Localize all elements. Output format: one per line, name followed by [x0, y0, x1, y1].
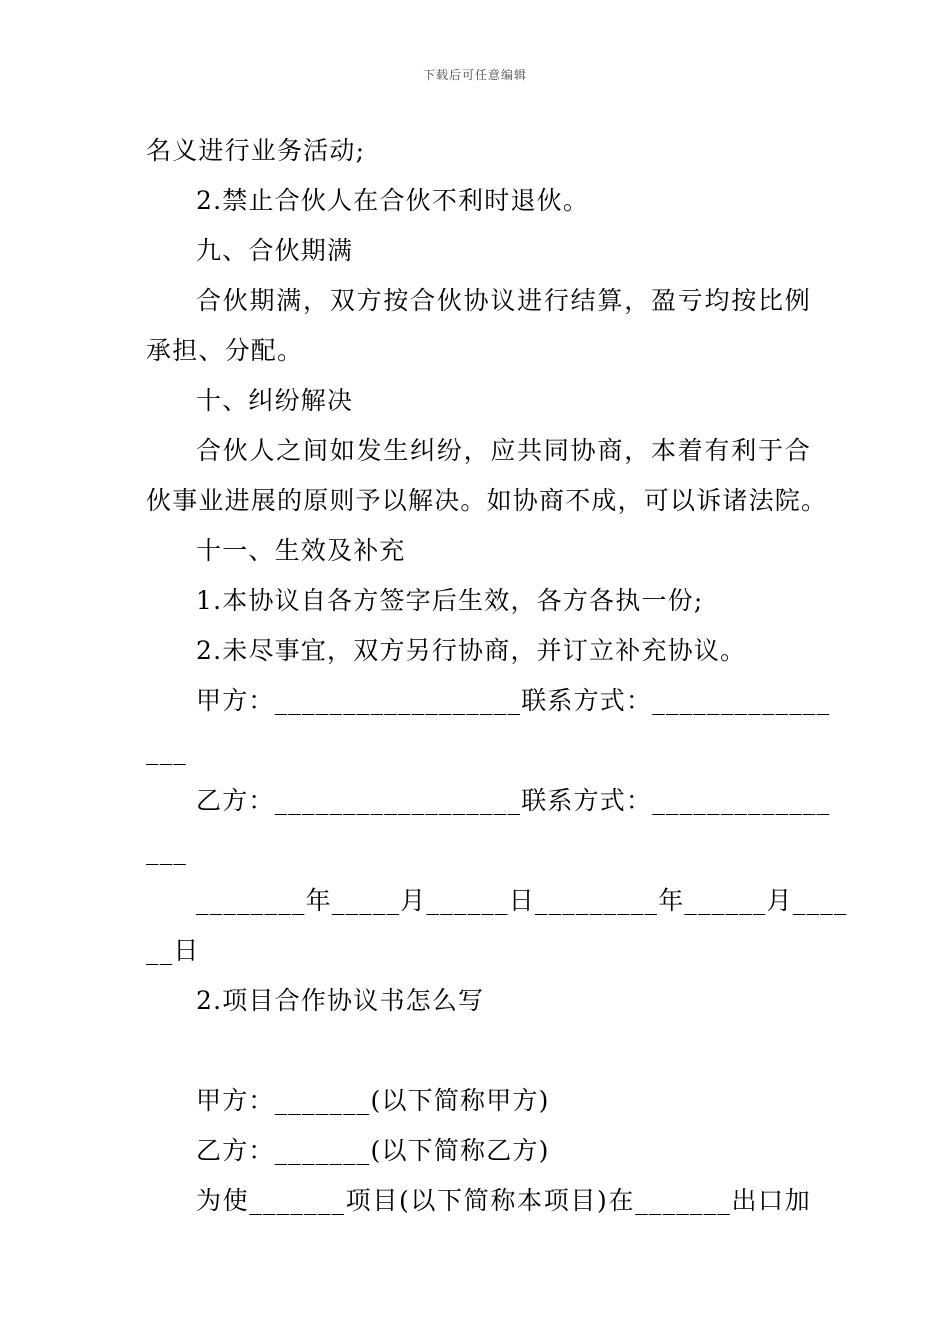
- text-line: 伙事业进展的原则予以解决。如协商不成，可以诉诸法院。: [146, 486, 828, 515]
- text-line: 合伙期满，双方按合伙协议进行结算，盈亏均按比例: [196, 286, 811, 315]
- text-line: 为使_______项目(以下简称本项目)在_______出口加: [196, 1186, 811, 1215]
- section-heading: 2.项目合作协议书怎么写: [196, 986, 485, 1015]
- date-line-continuation: __日: [146, 936, 200, 965]
- text-line: 名义进行业务活动;: [146, 136, 366, 165]
- signature-line-continuation: ___: [146, 736, 188, 765]
- section-heading: 十一、生效及补充: [196, 536, 406, 565]
- party-a-line: 甲方：_______(以下简称甲方): [196, 1086, 550, 1115]
- date-line: ________年_____月______日_________年______月____: [196, 886, 848, 915]
- signature-line-party-b: 乙方：__________________联系方式：_____________: [196, 786, 831, 815]
- page-header: 下载后可任意编辑: [422, 68, 527, 82]
- text-line: 合伙人之间如发生纠纷，应共同协商，本着有利于合: [196, 436, 811, 465]
- text-line: 2.禁止合伙人在合伙不利时退伙。: [196, 186, 590, 215]
- section-heading: 九、合伙期满: [196, 236, 354, 265]
- section-heading: 十、纠纷解决: [196, 386, 354, 415]
- text-line: 承担、分配。: [146, 336, 304, 365]
- signature-line-continuation: ___: [146, 836, 188, 865]
- signature-line-party-a: 甲方：__________________联系方式：_____________: [196, 686, 831, 715]
- text-line: 2.未尽事宜，双方另行协商，并订立补充协议。: [196, 636, 747, 665]
- text-line: 1.本协议自各方签字后生效，各方各执一份;: [196, 586, 704, 615]
- party-b-line: 乙方：_______(以下简称乙方): [196, 1136, 550, 1165]
